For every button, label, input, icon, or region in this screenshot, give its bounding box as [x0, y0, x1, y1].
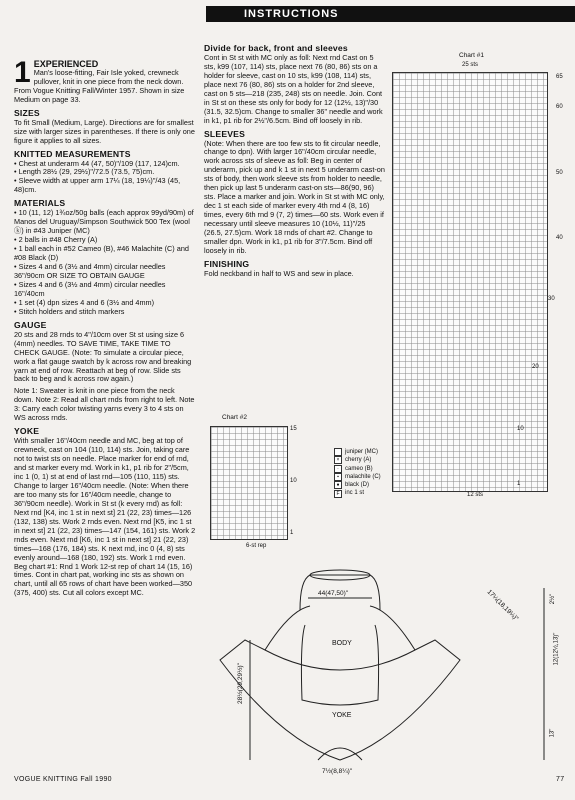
- chart1-bottom-label: 12 sts: [467, 492, 484, 498]
- column-left: [14, 56, 196, 598]
- sizes-heading: SIZES: [14, 107, 40, 118]
- legend-item: [334, 473, 381, 481]
- gauge-heading: GAUGE: [14, 319, 47, 330]
- material-item: • Stitch holders and stitch markers: [14, 306, 125, 316]
- chart-legend: [334, 448, 381, 498]
- sleeve-length-measure: 13": [549, 728, 556, 738]
- material-item: • 1 set (4) dpn sizes 4 and 6 (3½ and 4mm): [14, 297, 155, 307]
- chart2-row-label: 15: [290, 426, 297, 432]
- chart1-row-label: 20: [532, 364, 539, 370]
- body-length-measure: 12(12½,13)": [553, 632, 560, 666]
- chart1-grid: [392, 72, 548, 492]
- chart2-row-label: 10: [290, 478, 297, 484]
- legend-label: cherry (A): [345, 457, 372, 464]
- measurement-item: • Sleeve width at upper arm 17¼ (18, 19¼)"/43 (45, 48)cm.: [14, 176, 181, 195]
- legend-swatch: ●: [334, 481, 342, 489]
- measurement-item: • Length 28½ (29, 29½)"/72.5 (73.5, 75)cm.: [14, 167, 155, 177]
- chart1-row-label: 30: [548, 296, 555, 302]
- legend-item: [334, 481, 381, 489]
- yoke-label: YOKE: [332, 712, 352, 719]
- sizes-text: To fit Small (Medium, Large). Directions are for smallest size with larger sizes in parentheses. If there is only one figure it applies to all sizes.: [14, 117, 195, 145]
- chart1-row-label: 60: [556, 104, 563, 110]
- intro-text: Man's loose-fitting, Fair Isle yoked, crewneck pullover, knit in one piece from the neck down. From Vogue Knitting Fall/Winter 1957. Shown in size Medium on page 33.: [14, 67, 185, 104]
- yoke-heading: YOKE: [14, 426, 40, 437]
- notes-text: Note 1: Sweater is knit in one piece from the neck down. Note 2: Read all chart rnds from right to left. Note 3: Carry each color twisting yarns every 3 to 4 sts on WS across rnds.: [14, 386, 195, 423]
- experience-number: 1: [14, 56, 31, 89]
- chart1-top-label: 25 sts: [462, 62, 479, 68]
- chest-measure: 44(47,50)": [318, 590, 349, 597]
- chart2-row-label: 1: [290, 530, 294, 536]
- chart1-title: Chart #1: [459, 52, 484, 59]
- chart2-grid: [210, 426, 288, 540]
- length-measure: 28½(29,29½)": [236, 663, 244, 704]
- legend-swatch: [334, 448, 342, 456]
- rib-measure: 2½": [550, 593, 557, 605]
- legend-label: malachite (C): [345, 473, 381, 480]
- sleeves-heading: SLEEVES: [204, 128, 246, 139]
- legend-swatch: F: [334, 490, 342, 498]
- legend-label: juniper (MC): [345, 449, 379, 455]
- footer-publication: VOGUE KNITTING Fall 1990: [14, 776, 112, 783]
- legend-item: [334, 489, 381, 497]
- sleeves-text: (Note: When there are too few sts to fit circular needle, change to dpn). With larger 16"/40cm circular needle, work across sts of sleeve as foll: Beg in center of underarm, pick up and k 1 st in next 5 underarm cast-on sts of body, then work sleeve sts from holder to needle, then pick up last 5 underarm cast-on sts—86(90, 96) sts. Place a marker and join. Work in St st with MC only, dec 1 st each side of marker every 4th rnd 4 (8, 16) times, every 6th rnd 9 (7, 2) times—60 sts. Work even if necessary until sleeve measures 10 (10½, 11)"/25 (26.5, 27.5)cm. Work 18 rnds of chart #2. Change to smaller dpn. Work in k1, p1 rib for 3"/7.5cm. Bind off loosely in rib.: [204, 138, 385, 255]
- legend-label: black (D): [345, 482, 370, 489]
- divide-heading: Divide for back, front and sleeves: [204, 43, 348, 53]
- legend-label: inc 1 st: [345, 490, 365, 497]
- measurement-item: • Chest at underarm 44 (47, 50)"/109 (117, 124)cm.: [14, 158, 180, 168]
- finishing-heading: FINISHING: [204, 258, 250, 269]
- material-item: • 1 ball each in #52 Cameo (B), #46 Malachite (C) and #08 Black (D): [14, 244, 189, 263]
- chart1-row-label: 65: [556, 74, 563, 80]
- legend-swatch: ·: [334, 465, 342, 473]
- legend-swatch: ▪: [334, 473, 342, 481]
- page-number: 77: [556, 776, 565, 783]
- chart1-row-label: 1: [517, 481, 521, 487]
- material-item: • Sizes 4 and 6 (3½ and 4mm) circular needles 36"/90cm OR SIZE TO OBTAIN GAUGE: [14, 262, 166, 280]
- neck-measure: 7½(8,8¼)": [322, 768, 353, 775]
- chart1-row-label: 10: [517, 426, 524, 432]
- chart2-rep-label: 6-st rep: [246, 543, 267, 549]
- legend-label: cameo (B): [345, 465, 373, 472]
- materials-heading: MATERIALS: [14, 198, 66, 209]
- legend-item: [334, 448, 381, 456]
- column-middle: [204, 44, 386, 279]
- material-item: • Sizes 4 and 6 (3½ and 4mm) circular needles 16"/40cm: [14, 279, 166, 298]
- measurements-heading: KNITTED MEASUREMENTS: [14, 148, 131, 159]
- chart1-row-label: 50: [556, 170, 563, 176]
- gauge-text: 20 sts and 28 rnds to 4"/10cm over St st using size 6 (4mm) needles. TO SAVE TIME, TAKE TIME TO CHECK GAUGE. (Note: To simulate a circular piece, work a flat gauge swatch by k across row and breaking yarn at end of row. Reattach at beg of row. Slide sts back to beg and k across row again.): [14, 329, 192, 384]
- yoke-text: With smaller 16"/40cm needle and MC, beg at top of crewneck, cast on 104 (110, 114) sts. Join, taking care not to twist sts on needle. Place marker for end of rnd, and st marker every rnd. Work in k1, p1 rib for 2"/5cm, inc 1 (0, 1) st at end of last rnd—105 (110, 115) sts. Change to larger 16"/40cm needle. (Note: When there are too many sts for 16"/40cm needle, change to 36"/90cm needle). Work in St st (k every rnd) as foll: Next rnd [K4, inc 1 st in next st] 21 (22, 23) times—126 (132, 138) sts. Work 2 rnds even. Next rnd [K5, inc 1 st in next st] 21 (22, 23) times—147 (154, 161) sts. Work 2 rnds even. Next rnd [K6, inc 1 st in next st] 21 (22, 23) times—168 (176, 184) sts. K next rnd, inc 0 (4, 8) sts evenly around—168 (180, 192) sts. Work 1 rnd even. Beg chart #1: Rnd 1 Work 12-st rep of chart 14 (15, 16) times. Cont in chart pat, working inc sts as shown on chart, until all 65 rows of chart have been worked—350 (375, 400) sts. Cut all colors except MC.: [14, 436, 196, 598]
- body-label: BODY: [332, 640, 352, 647]
- legend-swatch: ×: [334, 456, 342, 464]
- legend-item: [334, 465, 381, 473]
- material-item: • 2 balls in #48 Cherry (A): [14, 235, 98, 245]
- material-item: • 10 (11, 12) 1¾oz/50g balls (each approx 99yd/90m) of Manos del Uruguay/Simpson Southwick 500 Tex (wool ⓚ) in #43 Juniper (MC): [14, 208, 194, 236]
- finishing-text: Fold neckband in half to WS and sew in place.: [204, 268, 354, 278]
- divide-text: Cont in St st with MC only as foll: Next rnd Cast on 5 sts, k99 (107, 114) sts, place next 76 (80, 86) sts on a holder for sleeve, cast on 10 sts, k99 (108, 114) sts, place next 76 (80, 86) sts on a holder for 2nd sleeve, cast on 5 sts—218 (235, 248) sts on needle. Join. Cont in St st on these sts only for body for 12 (12½, 13)"/30 (31.5, 32.5)cm. Change to smaller 36" needle and work in k1, p1 rib for 2½"/6.5cm. Bind off loosely in rib.: [204, 52, 383, 125]
- experience-label: EXPERIENCED: [33, 59, 99, 69]
- sleeve-measure: 17¼(18,19¼)": [485, 588, 520, 623]
- page-header: INSTRUCTIONS: [206, 6, 575, 22]
- chart1-row-label: 40: [556, 235, 563, 241]
- chart2-title: Chart #2: [222, 414, 247, 421]
- legend-item: [334, 456, 381, 464]
